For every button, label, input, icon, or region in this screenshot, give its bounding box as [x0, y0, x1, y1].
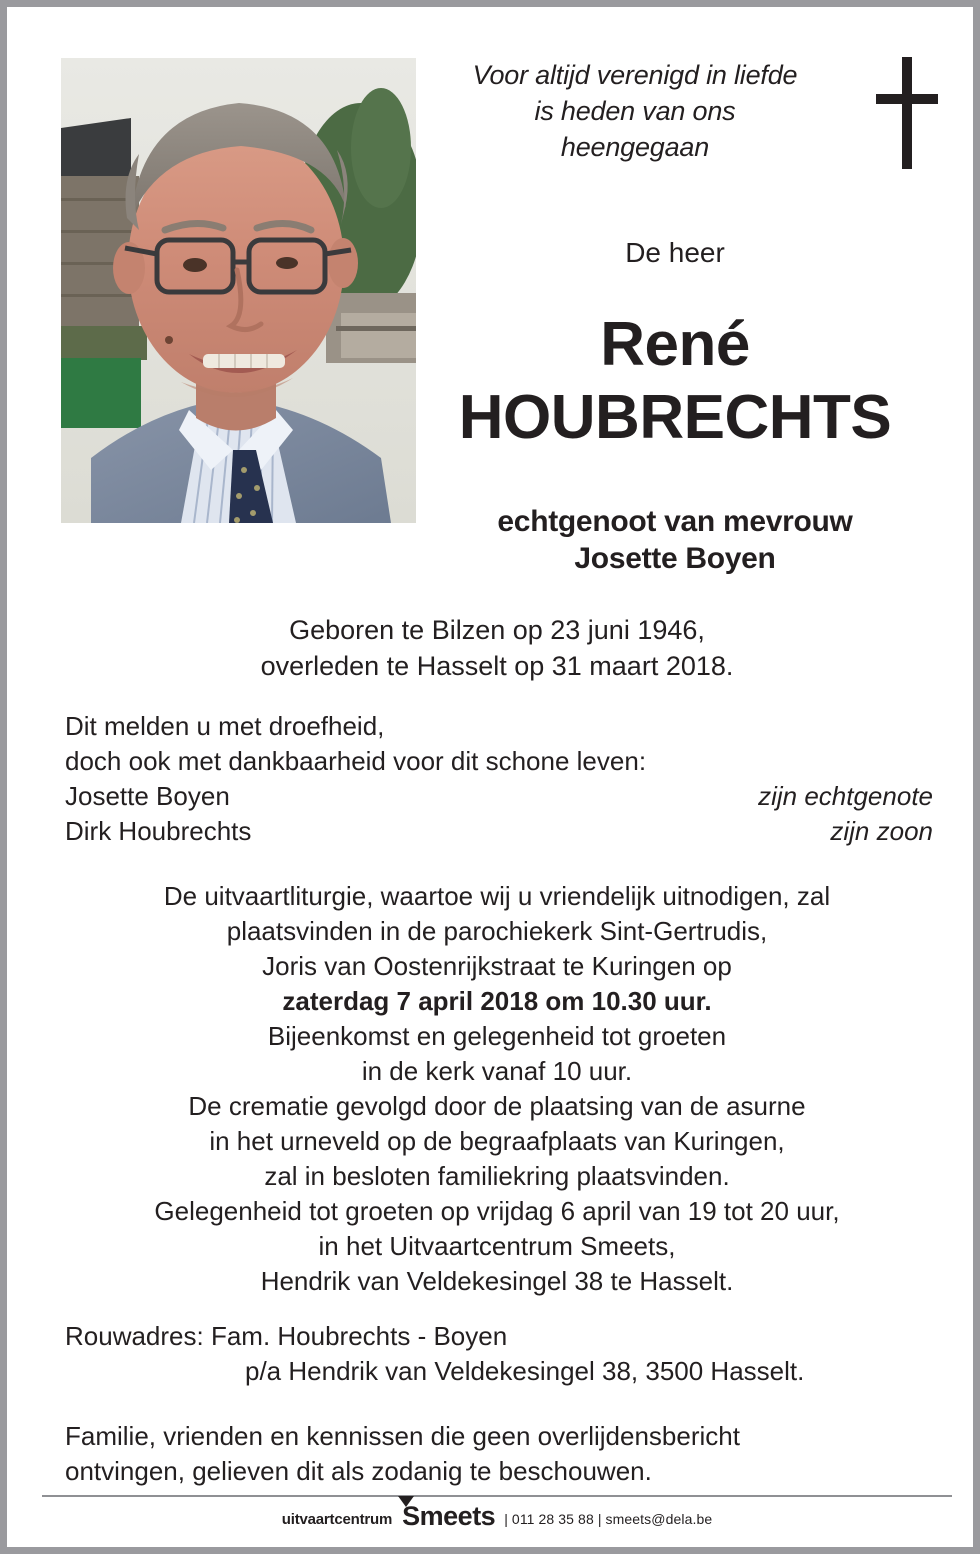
announcement-line-2: doch ook met dankbaarheid voor dit schone leven: — [65, 746, 647, 776]
spouse-label: echtgenoot van mevrouw — [497, 505, 853, 538]
announcement-section — [65, 709, 933, 849]
portrait-photo — [61, 58, 416, 523]
service-line: Hendrik van Veldekesingel 38 te Hasselt. — [260, 1266, 734, 1296]
mourning-address-line-1: Rouwadres: Fam. Houbrechts - Boyen — [65, 1321, 508, 1351]
footer-divider — [42, 1495, 952, 1497]
service-line: De crematie gevolgd door de plaatsing van de asurne — [188, 1091, 806, 1121]
deceased-family-name: HOUBRECHTS — [458, 383, 892, 452]
death-line: overleden te Hasselt op 31 maart 2018. — [260, 651, 734, 681]
survivor-relation: zijn zoon — [830, 816, 933, 846]
service-details — [57, 879, 937, 1299]
footer-prefix: uitvaartcentrum — [281, 1511, 393, 1528]
footer-brand-wrap — [392, 1503, 499, 1530]
cross-vertical-bar — [902, 57, 912, 169]
survivor-row — [65, 779, 933, 814]
service-line: Joris van Oostenrijkstraat te Kuringen op — [262, 951, 732, 981]
closing-note — [65, 1419, 933, 1489]
deceased-given-name: René — [600, 310, 750, 379]
service-line: plaatsvinden in de parochiekerk Sint-Gertrudis, — [226, 916, 768, 946]
mourning-address — [65, 1319, 933, 1389]
survivor-name: Dirk Houbrechts — [65, 816, 252, 846]
spouse-block — [425, 503, 925, 577]
verse-line-3: heengegaan — [560, 132, 710, 162]
cross-horizontal-bar — [876, 94, 938, 104]
survivor-relation: zijn echtgenote — [758, 781, 933, 811]
triangle-down-icon — [398, 1496, 414, 1507]
footer-brand-name: Smeets — [402, 1501, 496, 1531]
service-line: zal in besloten familiekring plaatsvinden. — [264, 1161, 730, 1191]
service-line: De uitvaartliturgie, waartoe wij u vriendelijk uitnodigen, zal — [163, 881, 831, 911]
service-line: in het urneveld op de begraafplaats van Kuringen, — [209, 1126, 785, 1156]
birth-line: Geboren te Bilzen op 23 juni 1946, — [289, 615, 705, 645]
survivor-name: Josette Boyen — [65, 781, 230, 811]
closing-line-2: ontvingen, gelieven dit als zodanig te beschouwen. — [65, 1456, 652, 1486]
service-datetime: zaterdag 7 april 2018 om 10.30 uur. — [282, 986, 712, 1016]
salutation: De heer — [625, 237, 725, 268]
mourning-address-line-2: p/a Hendrik van Veldekesingel 38, 3500 Hasselt. — [245, 1356, 805, 1386]
footer-contact: | 011 28 35 88 | smeets@dela.be — [504, 1511, 713, 1527]
footer-branding — [7, 1503, 980, 1530]
closing-line-1: Familie, vrienden en kennissen die geen overlijdensbericht — [65, 1421, 740, 1451]
memorial-verse — [425, 57, 845, 165]
service-line: Gelegenheid tot groeten op vrijdag 6 april van 19 tot 20 uur, — [154, 1196, 840, 1226]
memorial-card-inner — [7, 7, 973, 1547]
announcement-line-1: Dit melden u met droefheid, — [65, 711, 385, 741]
verse-line-1: Voor altijd verenigd in liefde — [472, 60, 798, 90]
survivor-row — [65, 814, 933, 849]
header-section — [7, 7, 973, 575]
spouse-name: Josette Boyen — [574, 542, 776, 575]
portrait-illustration — [61, 58, 416, 523]
latin-cross-icon — [876, 57, 938, 169]
service-line: in de kerk vanaf 10 uur. — [361, 1056, 633, 1086]
verse-line-2: is heden van ons — [534, 96, 736, 126]
life-dates — [7, 612, 980, 684]
service-line: in het Uitvaartcentrum Smeets, — [318, 1231, 676, 1261]
service-line: Bijeenkomst en gelegenheid tot groeten — [267, 1021, 727, 1051]
